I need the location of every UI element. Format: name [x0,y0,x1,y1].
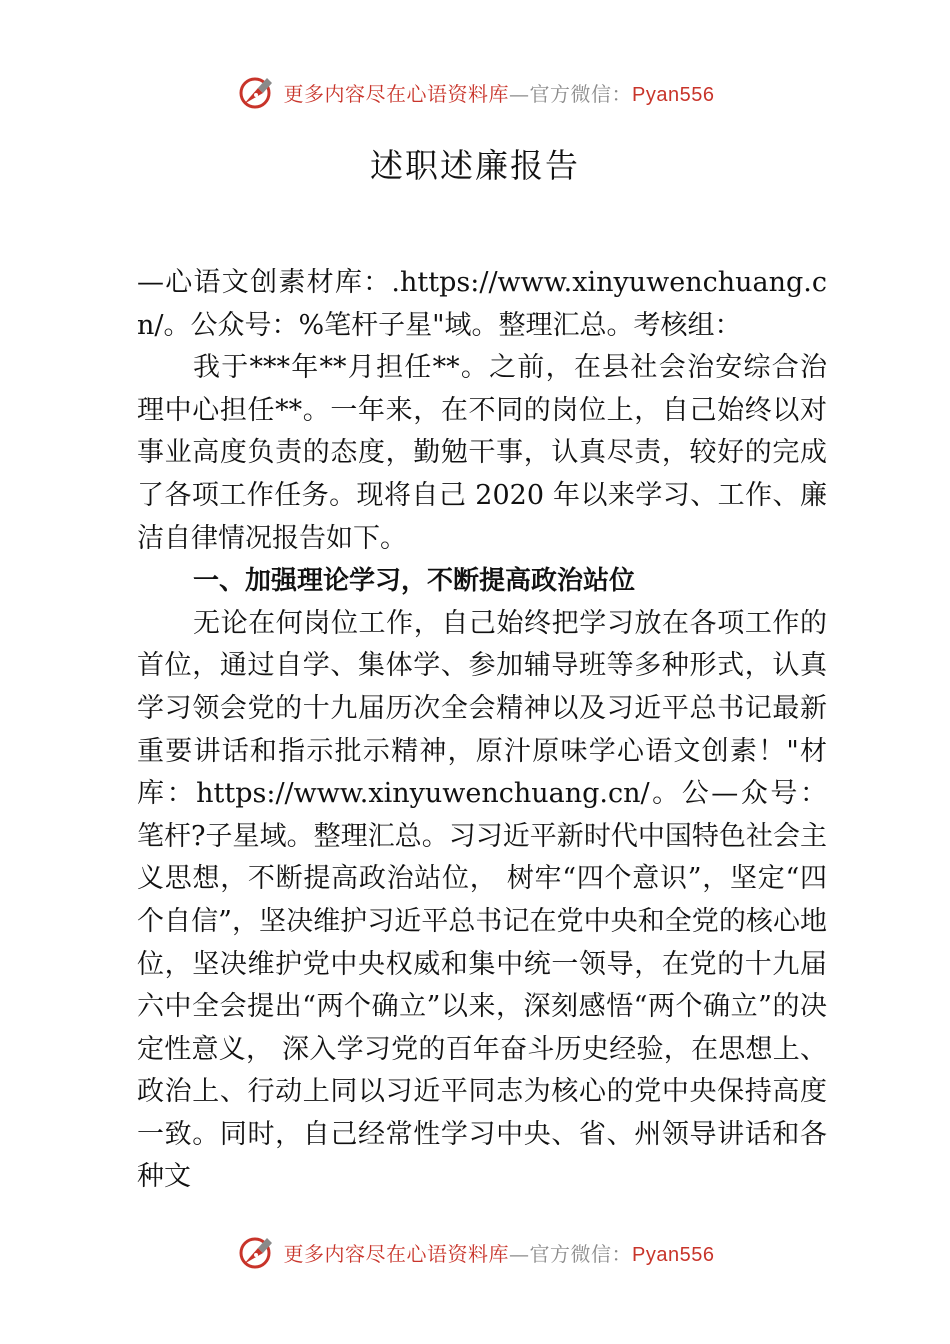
watermark-text: 更多内容尽在心语资料库—官方微信：Pyan556 [283,1241,715,1266]
document-title: 述职述廉报告 [370,146,580,185]
section-heading-1: 一、加强理论学习，不断提高政治站位 [193,566,636,597]
paragraph-2: 无论在何岗位工作，自己始终把学习放在各项工作的首位，通过自学、集体学、参加辅导班等多种形式，认真学习领会党的十九届历次全会精神以及习近平总书记最新重要讲话和指示批示精神，原汁原味学心语文创素！"材库：https://www.xinyuwenchuang.cn/。公—众号：笔杆?子星域。整理汇总。习习近平新时代中国特色社会主义思想，不断提高政治站位， 树牢“四个意识”，坚定“四个自信”，坚决维护习近平总书记在党中央和全党的核心地位，坚决维护党中央权威和集中统一领导，在党的十九届六中全会提出“两个确立”以来，深刻感悟“两个确立”的决定性意义， 深入学习党的百年奋斗历史经验，在思想上、政治上、行动上同以习近平同志为核心的党中央保持高度一致。同时，自己经常性学习中央、省、州领导讲话和各种文 [137,607,827,1193]
intro-paragraph: —心语文创素材库：.https://www.xinyuwenchuang.cn/。公众号：%笔杆子星"域。整理汇总。考核组： [137,267,827,341]
watermark-text: 更多内容尽在心语资料库—官方微信：Pyan556 [283,81,715,106]
watermark-header [0,70,950,114]
watermark-footer [0,1230,950,1274]
document-body [137,262,827,1199]
paragraph-1: 我于***年**月担任**。之前，在县社会治安综合治理中心担任**。一年来，在不同的岗位上，自己始终以对事业高度负责的态度，勤勉干事，认真尽责，较好的完成了各项工作任务。现将自己 2020 年以来学习、工作、廉洁自律情况报告如下。 [137,352,827,554]
pen-nib-logo-icon [236,72,276,112]
pen-nib-logo-icon [236,1232,276,1272]
